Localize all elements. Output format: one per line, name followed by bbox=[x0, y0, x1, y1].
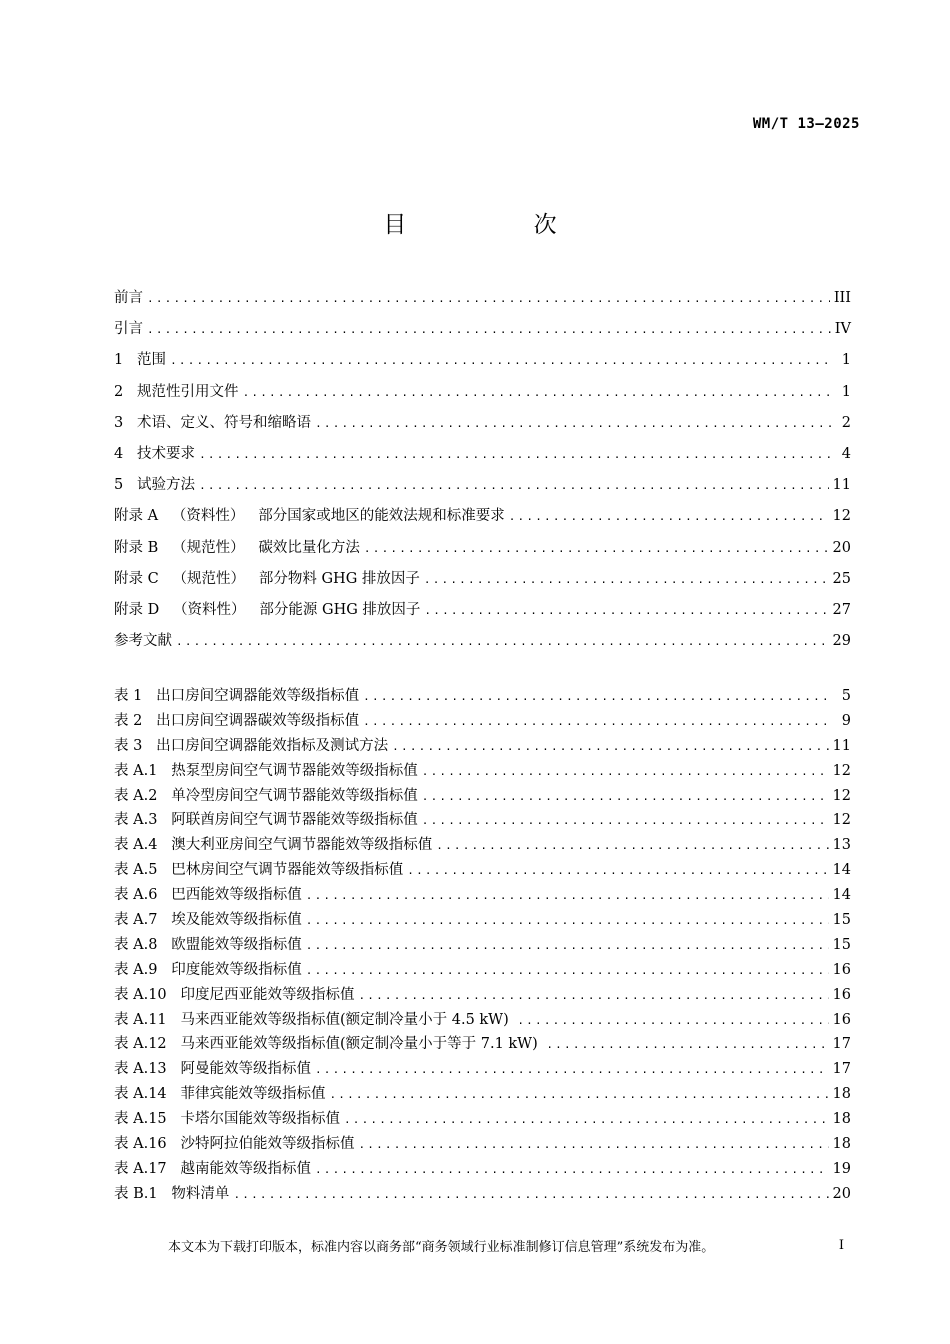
table-entry-label: 表 A.11 马来西亚能效等级指标值(额定制冷量小于 4.5 kW) bbox=[114, 1011, 514, 1028]
toc-entry[interactable] bbox=[114, 348, 851, 379]
toc-entry-page: 20 bbox=[832, 539, 851, 556]
dot-leader bbox=[170, 354, 833, 367]
toc-entry[interactable] bbox=[114, 629, 851, 660]
table-entry[interactable] bbox=[114, 1157, 851, 1182]
table-entry-label: 表 A.5 巴林房间空气调节器能效等级指标值 bbox=[114, 862, 404, 879]
dot-leader bbox=[199, 479, 828, 492]
table-entry-page: 12 bbox=[832, 762, 851, 779]
table-entry-page: 16 bbox=[832, 1011, 851, 1028]
toc-entry-page: 29 bbox=[832, 633, 851, 650]
dot-leader bbox=[422, 765, 829, 778]
toc-entry-page: 1 bbox=[841, 383, 851, 400]
toc-entry-label: 4 技术要求 bbox=[114, 445, 196, 462]
toc-entry-page: III bbox=[833, 290, 851, 306]
dot-leader bbox=[306, 914, 829, 927]
table-entry[interactable] bbox=[114, 1182, 851, 1207]
dot-leader bbox=[407, 864, 828, 877]
table-entry-label: 表 A.12 马来西亚能效等级指标值(额定制冷量小于等于 7.1 kW) bbox=[114, 1036, 543, 1053]
table-entry-page: 19 bbox=[832, 1160, 851, 1177]
dot-leader bbox=[147, 292, 830, 305]
dot-leader bbox=[422, 814, 829, 827]
table-entry-label: 表 A.15 卡塔尔国能效等级指标值 bbox=[114, 1111, 340, 1128]
table-entry-page: 17 bbox=[832, 1061, 851, 1078]
dot-leader bbox=[424, 573, 829, 586]
table-entry-label: 表 2 出口房间空调器碳效等级指标值 bbox=[114, 712, 360, 729]
dot-leader bbox=[436, 839, 828, 852]
toc-entry-page: 25 bbox=[832, 570, 851, 587]
toc-entry-label: 5 试验方法 bbox=[114, 477, 196, 494]
dot-leader bbox=[422, 790, 829, 803]
table-entry-page: 15 bbox=[832, 936, 851, 953]
toc-entry-label: 附录 C （规范性） 部分物料 GHG 排放因子 bbox=[114, 570, 420, 587]
table-entry-page: 16 bbox=[832, 986, 851, 1003]
table-entry-page: 14 bbox=[832, 862, 851, 879]
dot-leader bbox=[363, 690, 833, 703]
dot-leader bbox=[199, 448, 833, 461]
toc-entry[interactable] bbox=[114, 567, 851, 598]
table-entry-label: 表 A.2 单冷型房间空气调节器能效等级指标值 bbox=[114, 787, 418, 804]
toc-entry-page: IV bbox=[834, 321, 851, 338]
table-entry-page: 18 bbox=[832, 1086, 851, 1103]
dot-leader bbox=[306, 964, 829, 977]
dot-leader bbox=[363, 715, 833, 728]
table-entry-label: 表 A.9 印度能效等级指标值 bbox=[114, 961, 302, 978]
toc-entry-label: 前言 bbox=[114, 290, 143, 306]
dot-leader bbox=[315, 1163, 829, 1176]
toc-list bbox=[114, 286, 851, 660]
table-entry[interactable] bbox=[114, 883, 851, 908]
table-entry-page: 18 bbox=[832, 1136, 851, 1153]
dot-leader bbox=[306, 889, 829, 902]
toc-entry-page: 12 bbox=[832, 508, 851, 525]
toc-entry[interactable] bbox=[114, 380, 851, 411]
table-entry[interactable] bbox=[114, 684, 851, 709]
table-entry-page: 16 bbox=[832, 961, 851, 978]
toc-entry-label: 3 术语、定义、符号和缩略语 bbox=[114, 414, 312, 431]
toc-entry-page: 1 bbox=[841, 352, 851, 369]
table-entry[interactable] bbox=[114, 1057, 851, 1082]
table-entry-page: 5 bbox=[841, 688, 851, 704]
table-entry[interactable] bbox=[114, 759, 851, 784]
table-entry-page: 18 bbox=[832, 1111, 851, 1128]
dot-leader bbox=[392, 740, 828, 753]
table-list bbox=[114, 684, 851, 1207]
dot-leader bbox=[358, 989, 828, 1002]
toc-title: 目 次 bbox=[383, 212, 617, 238]
table-entry-label: 表 A.7 埃及能效等级指标值 bbox=[114, 912, 302, 929]
table-entry-page: 15 bbox=[832, 912, 851, 929]
table-entry[interactable] bbox=[114, 784, 851, 809]
table-entry[interactable] bbox=[114, 1132, 851, 1157]
dot-leader bbox=[306, 939, 829, 952]
toc-entry-label: 1 范围 bbox=[114, 352, 167, 369]
dot-leader bbox=[329, 1088, 828, 1101]
toc-entry[interactable] bbox=[114, 317, 851, 348]
toc-entry-label: 引言 bbox=[114, 321, 143, 338]
table-entry-page: 12 bbox=[832, 787, 851, 804]
dot-leader bbox=[315, 1063, 829, 1076]
table-entry[interactable] bbox=[114, 709, 851, 734]
toc-entry[interactable] bbox=[114, 411, 851, 442]
table-entry-label: 表 A.1 热泵型房间空气调节器能效等级指标值 bbox=[114, 762, 418, 779]
table-entry-label: 表 A.6 巴西能效等级指标值 bbox=[114, 887, 302, 904]
table-entry[interactable] bbox=[114, 1107, 851, 1132]
table-entry[interactable] bbox=[114, 933, 851, 958]
toc-entry-label: 附录 D （资料性） 部分能源 GHG 排放因子 bbox=[114, 601, 421, 618]
table-entry-page: 12 bbox=[832, 812, 851, 829]
standard-code: WM/T 13—2025 bbox=[752, 116, 860, 132]
toc-entry[interactable] bbox=[114, 473, 851, 504]
page-number: I bbox=[838, 1238, 844, 1253]
toc-entry-page: 4 bbox=[841, 445, 851, 462]
toc-entry[interactable] bbox=[114, 598, 851, 629]
table-entry-page: 13 bbox=[832, 837, 851, 854]
table-entry-label: 表 A.13 阿曼能效等级指标值 bbox=[114, 1061, 311, 1078]
table-entry[interactable] bbox=[114, 833, 851, 858]
table-entry-label: 表 A.8 欧盟能效等级指标值 bbox=[114, 936, 302, 953]
dot-leader bbox=[546, 1038, 828, 1051]
table-entry[interactable] bbox=[114, 1008, 851, 1033]
dot-leader bbox=[424, 604, 828, 617]
toc-entry-label: 附录 B （规范性） 碳效比量化方法 bbox=[114, 539, 360, 556]
toc-entry-label: 2 规范性引用文件 bbox=[114, 383, 239, 400]
table-entry-page: 9 bbox=[841, 712, 851, 729]
dot-leader bbox=[364, 542, 829, 555]
dot-leader bbox=[344, 1113, 829, 1126]
table-entry-label: 表 A.14 菲律宾能效等级指标值 bbox=[114, 1086, 326, 1103]
table-entry[interactable] bbox=[114, 1082, 851, 1107]
table-entry[interactable] bbox=[114, 983, 851, 1008]
toc-entry-label: 附录 A （资料性） 部分国家或地区的能效法规和标准要求 bbox=[114, 508, 505, 525]
table-entry-label: 表 A.17 越南能效等级指标值 bbox=[114, 1160, 311, 1177]
table-entry-page: 17 bbox=[832, 1036, 851, 1053]
dot-leader bbox=[315, 417, 833, 430]
dot-leader bbox=[243, 386, 833, 399]
toc-entry[interactable] bbox=[114, 286, 851, 317]
table-entry[interactable] bbox=[114, 858, 851, 883]
toc-entry-page: 27 bbox=[832, 601, 851, 618]
table-entry[interactable] bbox=[114, 1032, 851, 1057]
table-entry-label: 表 A.10 印度尼西亚能效等级指标值 bbox=[114, 986, 355, 1003]
dot-leader bbox=[147, 323, 831, 336]
table-entry-label: 表 A.4 澳大利亚房间空气调节器能效等级指标值 bbox=[114, 837, 433, 854]
table-entry-page: 14 bbox=[832, 887, 851, 904]
dot-leader bbox=[358, 1138, 828, 1151]
table-entry-label: 表 1 出口房间空调器能效等级指标值 bbox=[114, 688, 360, 704]
toc-entry-label: 参考文献 bbox=[114, 633, 172, 650]
toc-entry[interactable] bbox=[114, 504, 851, 535]
toc-entry[interactable] bbox=[114, 536, 851, 567]
table-entry-label: 表 B.1 物料清单 bbox=[114, 1185, 230, 1202]
table-entry[interactable] bbox=[114, 958, 851, 983]
toc-entry-page: 11 bbox=[832, 477, 851, 494]
table-entry-page: 20 bbox=[832, 1185, 851, 1202]
table-entry-label: 表 A.3 阿联酋房间空气调节器能效等级指标值 bbox=[114, 812, 418, 829]
table-entry[interactable] bbox=[114, 908, 851, 933]
dot-leader bbox=[517, 1014, 828, 1027]
footer-notice: 本文本为下载打印版本，标准内容以商务部“商务领域行业标准制修订信息管理”系统发布为准。 bbox=[168, 1240, 715, 1255]
table-entry[interactable] bbox=[114, 734, 851, 759]
table-entry-label: 表 A.16 沙特阿拉伯能效等级指标值 bbox=[114, 1136, 355, 1153]
toc-entry-page: 2 bbox=[841, 414, 851, 431]
toc-entry[interactable] bbox=[114, 442, 851, 473]
dot-leader bbox=[233, 1188, 828, 1201]
dot-leader bbox=[509, 510, 829, 523]
table-entry-page: 11 bbox=[832, 737, 851, 754]
dot-leader bbox=[176, 635, 829, 648]
table-entry[interactable] bbox=[114, 808, 851, 833]
table-entry-label: 表 3 出口房间空调器能效指标及测试方法 bbox=[114, 737, 389, 754]
